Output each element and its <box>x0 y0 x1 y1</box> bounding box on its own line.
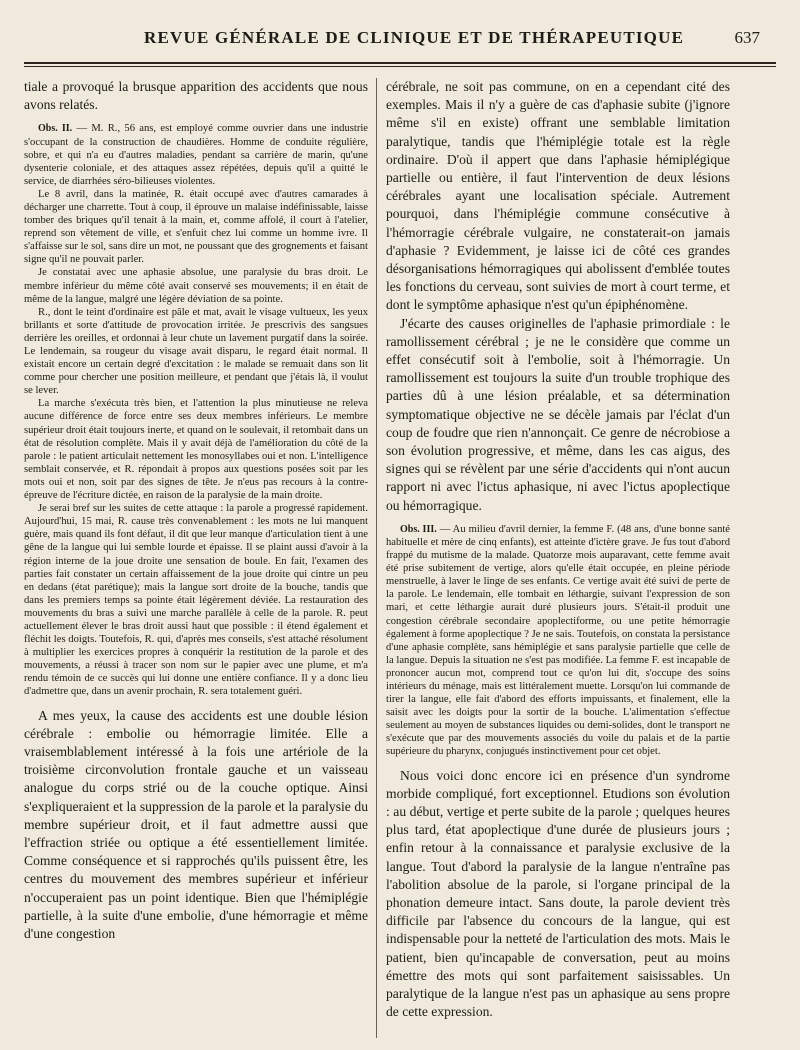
discussion-paragraph: A mes yeux, la cause des accidents est une double lésion cérébrale : embolie ou hémorragie limitée. Elle a vraisemblablement intéressé à la fois une artériole de la troisième circonvolution frontale gauche et un vaisseau analogue du corps strié ou de la couche optique. Ainsi s'expliqueraient et la suppression de la parole et la paralysie du membre supérieur droit, et il faut admettre aussi que l'effraction striée ou optique a été essentiellement limitée. Comme conséquence et si rapprochés qu'ils puissent être, les centres du mouvement des membres supérieur et inférieur n'occuperaient pas un point identique. Bien que l'hémiplégie partielle, à la suite d'une embolie, d'une hémorragie et même d'une congestion <box>24 707 368 941</box>
observation-3-paragraph <box>386 523 730 759</box>
observation-3-label: Obs. III. <box>400 523 437 535</box>
running-title: REVUE GÉNÉRALE DE CLINIQUE ET DE THÉRAPEUTIQUE <box>144 28 685 47</box>
page-header <box>24 28 776 58</box>
observation-2-paragraph: Je serai bref sur les suites de cette attaque : la parole a progressé rapidement. Aujourd'hui, 15 mai, R. cause très convenablement : les mots ne lui manquent guère, mais quand ils font défaut, il dit que leur manque d'articulation tient à une gêne de la langue qui lui semble lourde et épaisse. Il se plaint aussi d'avoir à la région interne de la joue droite une sensation de boule. En fait, l'examen des parties fait constater un certain affaissement de la joue droite qui cintre un peu en dedans (état parétique); mais la langue sort droite de la bouche, tandis que dans les premiers temps sa pointe était légèrement déviée. La restauration des mouvements du bras a suivi une marche parallèle à celle de la parole. R. peut actuellement élever le bras droit aussi haut que possible : il étend également et fléchit les doigts. Toutefois, R. qui, d'après mes conseils, s'est attaché résolument à multiplier les exercices propres à conquérir la restitution de la parole et des mouvements, a réussi à tracer son nom sur le papier avec une plume, et m'a rendu témoin de ce succès qui lui donne une entière confiance. Il y a donc lieu d'admettre que, dans un avenir prochain, R. sera totalement guéri. <box>24 503 368 698</box>
header-rule-thin <box>24 66 776 67</box>
observation-2-text: — M. R., 56 ans, est employé comme ouvrier dans une industrie s'occupant de la construction de chaudières. Homme de conduite régulière, sobre, et qui n'a eu d'autres maladies, pendant sa carrière de marin, qu'une dysenterie coloniale, et des attaques assez répétées, depuis qu'il a quitté le service, de diarrhées séro-bilieuses violentes. <box>24 123 368 187</box>
page-number: 637 <box>734 28 760 47</box>
observation-3-text: — Au milieu d'avril dernier, la femme F. (48 ans, d'une bonne santé habituelle et mère de cinq enfants), est atteinte d'ictère grave. Je fus tout d'abord frappé du mutisme de la malade. Quatorze mois auparavant, cette femme avait été prise subitement de vertige, alors qu'elle était occupée, en pleine période menstruelle, à laver le linge de ses enfants. Ce vertige avait été suivi de perte de la parole. Le lendemain, elle tombait en léthargie, suivant l'expression de son mari, et cette léthargie aurait duré plusieurs jours. S'était-il produit une congestion cérébrale secondaire apoplectiforme, ou une petite hémorragie également à forme apoplectique ? Je ne sais. Toutefois, on constata la persistance d'une aphasie complète, sans hémiplégie et sans paralysie partielle que celle de la langue. Depuis la situation ne s'est pas modifiée. La femme F. est incapable de prononcer aucun mot, comprend tout ce qu'on lui dit, s'occupe des soins intérieurs du ménage, mais est littéralement muette. Lorsqu'on lui commande de tirer la langue, elle fait d'abord des efforts impuissants, et finalement, elle la saisit avec les doigts pour la sortir de la bouche. L'alimentation s'effectue seulement au moyen de substances liquides ou demi-solides, dont le transport ne s'exécute que par des mouvements associés du voile du palais et de la partie supérieure du pharynx, conjugués instinctivement pour cet objet. <box>386 523 731 758</box>
observation-2-paragraph <box>24 122 368 187</box>
final-paragraph: Nous voici donc encore ici en présence d'un syndrome morbide compliqué, fort exceptionnel. Etudions son évolution : au début, vertige et perte subite de la parole ; quelques heures plus tard, état apoplectique d'une durée de plusieurs jours ; enfin retour à la connaissance et paralysie exclusive de la langue. Tout d'abord la paralysie de la langue n'entraîne pas l'abolition absolue de la parole, si l'organe principal de la phonation demeure intact. Sans doute, la parole devient très difficile par l'absence du concours de la langue, qui est indispensable pour la netteté de l'articulation des mots. Mais le patient, bien qu'incapable de conversation, peut au moins émettre des mots qui sont parfaitement saisissables. Un paralytique de la langue n'est pas un aphasique au sens propre de cette expression. <box>386 767 730 1020</box>
left-column <box>24 78 368 943</box>
intro-paragraph: tiale a provoqué la brusque apparition des accidents que nous avons relatés. <box>24 79 368 113</box>
observation-2-paragraph: R., dont le teint d'ordinaire est pâle et mat, avait le visage vultueux, les yeux brillants et sorte d'attitude de provocation irritée. Je prescrivis des sangsues derrière les oreilles, et ordonnai à leur chute un lavement purgatif dans la soirée. Le lendemain, sa rougeur du visage avait disparu, le regard était normal. Il existait encore un certain degré d'excitation : le malade se remuait dans son lit comme pour chercher une position meilleure, et pendant que j'étais là, il voulut se lever. <box>24 306 368 397</box>
observation-2-paragraph: La marche s'exécuta très bien, et l'attention la plus minutieuse ne releva aucune différence de force entre ses deux membres inférieurs. Le membre supérieur droit était toujours inerte, et quand on le soulevait, il retombait dans un état de résolution complète. Mais il y avait déjà de l'amélioration du côté de la parole : le patient articulait nettement les monosyllabes oui et non. L'intelligence semblait conservée, et R. répondait à propos aux questions posées soit par les mots oui et non, soit par des signes de tête. Je n'eus pas recours à la contre-épreuve de l'écriture dictée, en raison de la paralysie de la main droite. <box>24 398 368 502</box>
observation-2-label: Obs. II. <box>38 123 73 135</box>
continuation-paragraph: cérébrale, ne soit pas commune, on en a cependant cité des exemples. Mais il n'y a guère de cas d'aphasie subite (j'ignore même s'il en existe) offrant une semblable limitation paralytique, tandis que l'hémiplégie totale est la règle ordinaire. D'où il appert que dans l'aphasie hémiplégique partielle ou entière, il faut l'intervention de deux lésions cérébrales ayant une localisation spéciale. Autrement pourquoi, dans l'hémiplégie commune consécutive à l'hémorragie cérébrale vulgaire, ne constaterait-on jamais d'aphasie ? Evidemment, je laisse ici de côté ces grandes désorganisations hémorragiques qui abolissent d'emblée toutes les fonctions du cerveau, sont suivies de mort à court terme, et dont le symptôme aphasique n'est qu'un épiphénomène. <box>386 79 730 313</box>
header-rule <box>24 62 776 64</box>
column-divider <box>376 78 377 1038</box>
right-column <box>386 78 730 1021</box>
observation-2-paragraph: Le 8 avril, dans la matinée, R. était occupé avec d'autres camarades à décharger une charrette. Tout à coup, il éprouve un malaise indéfinissable, laisse tomber des briques qu'il tenait à la main, et, comme affolé, il court à l'atelier, reprend son vêtement de ville, et s'enfuit chez lui comme un homme ivre. Il s'affaisse sur le sol, sans dire un mot, ne poussant que des grognements et faisant signe qu'il ne pouvait parler. <box>24 188 368 266</box>
observation-2-paragraph: Je constatai avec une aphasie absolue, une paralysie du bras droit. Le membre inférieur du même côté avait conservé ses mouvements; il en était de même de la langue, malgré une légère déviation de sa pointe. <box>24 267 368 305</box>
causes-paragraph: J'écarte des causes originelles de l'aphasie primordiale : le ramollissement cérébral ; je ne le considère que comme un effet consécutif soit à l'embolie, soit à l'hémorragie. Un ramollissement est toujours la suite d'un trouble trophique des parties dû à une lésion préalable, et sa détermination symptomatique objective ne se décèle jamais par l'éclat d'un coup de foudre que rien n'annonçait. Ce genre de nécrobiose a son évolution progressive, et même, dans les cas aigus, des signes qui se révèlent par une série d'accidents qui n'ont aucun rapport ni avec l'ictus aphasique, ni avec l'ictus apoplectique ou hémorragique. <box>386 315 730 513</box>
